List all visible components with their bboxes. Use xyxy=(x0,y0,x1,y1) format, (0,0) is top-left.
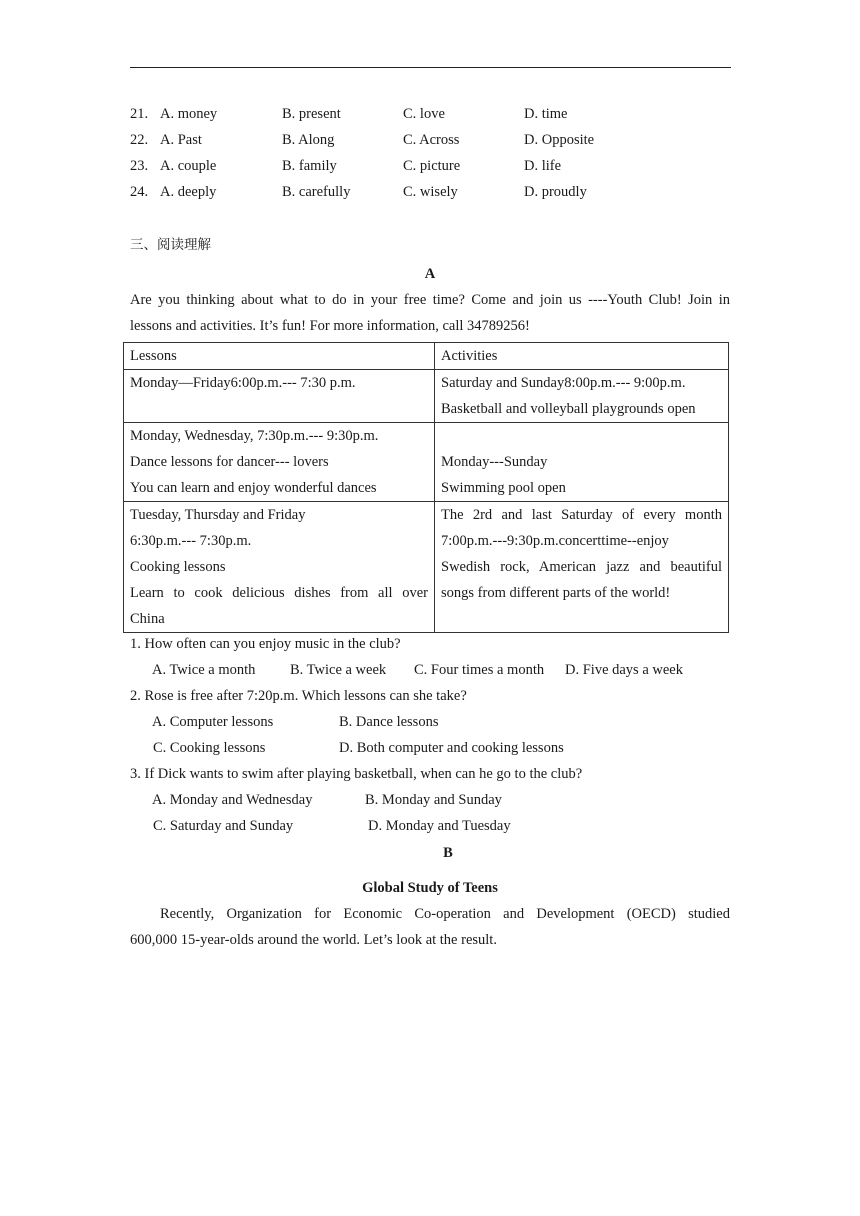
header-rule xyxy=(130,67,731,68)
option-d: D. time xyxy=(524,106,568,122)
cell-line: Learn to cook delicious dishes from all over xyxy=(130,585,428,601)
question-stem: 1. How often can you enjoy music in the club? xyxy=(130,636,401,652)
table-row xyxy=(124,370,729,423)
cell-line: Swimming pool open xyxy=(441,480,566,496)
option-b: B. Monday and Sunday xyxy=(365,792,502,808)
passage-b-label: B xyxy=(443,845,453,861)
question-stem: 2. Rose is free after 7:20p.m. Which lessons can she take? xyxy=(130,688,467,704)
option-b: B. Along xyxy=(282,132,335,148)
question-3 xyxy=(130,761,750,787)
cell-line: Monday—Friday6:00p.m.--- 7:30 p.m. xyxy=(130,375,356,391)
option-d: D. Opposite xyxy=(524,132,595,148)
table-header-row xyxy=(124,343,729,370)
cell-line: Basketball and volleyball playgrounds open xyxy=(441,401,696,417)
passage-b-paragraph xyxy=(130,901,730,953)
cell-line: Saturday and Sunday8:00p.m.--- 9:00p.m. xyxy=(441,375,686,391)
cell-line: Cooking lessons xyxy=(130,559,226,575)
header-lessons: Lessons xyxy=(124,343,435,370)
option-b: B. Twice a week xyxy=(290,662,387,678)
cell-line: You can learn and enjoy wonderful dances xyxy=(130,480,377,496)
passage-a-label: A xyxy=(424,266,436,282)
question-number: 24. xyxy=(130,184,149,200)
option-b: B. family xyxy=(282,158,337,174)
option-d: D. life xyxy=(524,158,562,174)
option-d: D. Both computer and cooking lessons xyxy=(339,740,564,756)
paragraph-line: 600,000 15-year-olds around the world. Let’s look at the result. xyxy=(130,932,497,948)
option-b: B. carefully xyxy=(282,184,351,200)
cell-line: 6:30p.m.--- 7:30p.m. xyxy=(130,533,252,549)
option-c: C. picture xyxy=(403,158,461,174)
question-2-options-ab xyxy=(130,709,750,735)
question-3-options-ab xyxy=(130,787,750,813)
question-2-options-cd xyxy=(130,735,750,761)
cell-line: China xyxy=(130,611,165,627)
option-d: D. Monday and Tuesday xyxy=(368,818,511,834)
header-activities: Activities xyxy=(435,343,729,370)
paragraph-line: Recently, Organization for Economic Co-operation and Development (OECD) studied xyxy=(160,906,730,922)
option-row-21 xyxy=(130,101,730,127)
cell-line: Tuesday, Thursday and Friday xyxy=(130,507,306,523)
question-number: 23. xyxy=(130,158,149,174)
question-stem: 3. If Dick wants to swim after playing basketball, when can he go to the club? xyxy=(130,766,583,782)
option-c: C. love xyxy=(403,106,445,122)
intro-line: Are you thinking about what to do in your free time? Come and join us ----Youth Club! Join in xyxy=(130,292,730,308)
table-cell xyxy=(435,370,729,423)
option-b: B. Dance lessons xyxy=(339,714,439,730)
option-a: A. Twice a month xyxy=(152,662,256,678)
option-row-22 xyxy=(130,127,730,153)
cell-line: Monday---Sunday xyxy=(441,454,548,470)
table-cell xyxy=(124,502,435,633)
schedule-table xyxy=(123,342,729,633)
table-cell xyxy=(435,502,729,633)
cell-line: Swedish rock, American jazz and beautiful xyxy=(441,559,722,575)
intro-line: lessons and activities. It’s fun! For more information, call 34789256! xyxy=(130,318,530,334)
option-c: C. Cooking lessons xyxy=(153,740,266,756)
section-heading: 三、阅读理解 xyxy=(130,237,211,253)
table-cell xyxy=(435,423,729,502)
question-1 xyxy=(130,631,750,657)
cloze-options xyxy=(130,101,730,205)
option-a: A. Monday and Wednesday xyxy=(152,792,313,808)
question-number: 22. xyxy=(130,132,149,148)
option-a: A. Past xyxy=(160,132,202,148)
cell-line: The 2rd and last Saturday of every month xyxy=(441,507,722,523)
table-row xyxy=(124,502,729,633)
cell-line: Dance lessons for dancer--- lovers xyxy=(130,454,329,470)
option-c: C. Across xyxy=(403,132,460,148)
option-a: A. deeply xyxy=(160,184,217,200)
option-c: C. Saturday and Sunday xyxy=(153,818,294,834)
option-c: C. wisely xyxy=(403,184,458,200)
table-cell xyxy=(124,423,435,502)
option-d: D. proudly xyxy=(524,184,587,200)
question-number: 21. xyxy=(130,106,149,122)
option-d: D. Five days a week xyxy=(565,662,683,678)
option-row-23 xyxy=(130,153,730,179)
table-cell xyxy=(124,370,435,423)
option-a: A. couple xyxy=(160,158,217,174)
questions-block xyxy=(130,631,750,839)
question-3-options-cd xyxy=(130,813,750,839)
table-row xyxy=(124,423,729,502)
cell-spacer xyxy=(441,423,722,449)
option-a: A. Computer lessons xyxy=(152,714,274,730)
cell-line: songs from different parts of the world! xyxy=(441,585,671,601)
option-row-24 xyxy=(130,179,730,205)
question-1-options xyxy=(130,657,750,683)
passage-a-intro xyxy=(130,287,730,339)
question-2 xyxy=(130,683,750,709)
cell-line: 7:00p.m.---9:30p.m.concerttime--enjoy xyxy=(441,533,669,549)
passage-b-title: Global Study of Teens xyxy=(362,880,498,896)
option-c: C. Four times a month xyxy=(414,662,545,678)
option-a: A. money xyxy=(160,106,218,122)
option-b: B. present xyxy=(282,106,341,122)
cell-line: Monday, Wednesday, 7:30p.m.--- 9:30p.m. xyxy=(130,428,379,444)
